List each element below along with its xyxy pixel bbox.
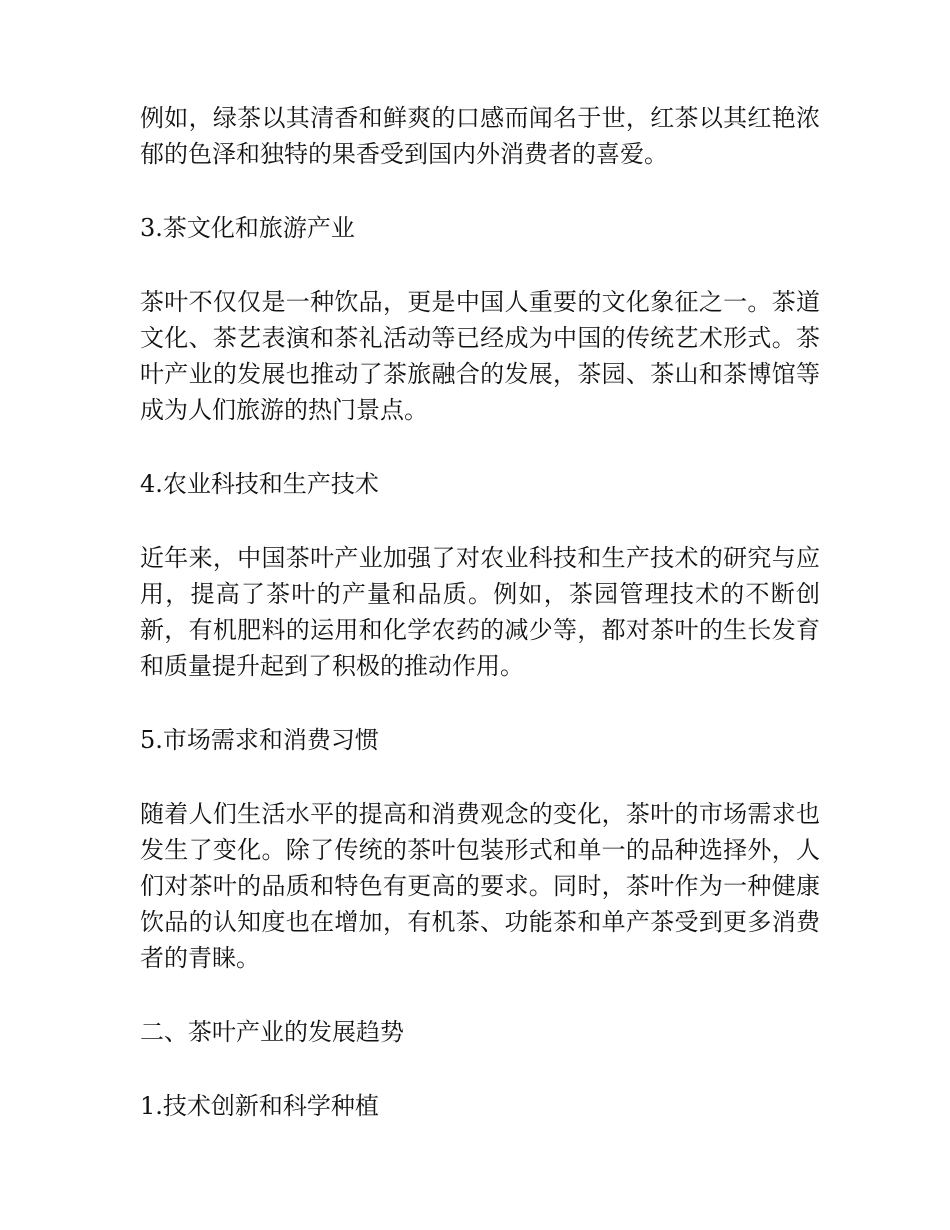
chapter-heading-development-trends: 二、茶叶产业的发展趋势 <box>140 1018 404 1046</box>
paragraph-agri-tech: 近年来，中国茶叶产业加强了对农业科技和生产技术的研究与应用，提高了茶叶的产量和品质。例如，茶园管理技术的不断创新，有机肥料的运用和化学农药的减少等，都对茶叶的生长发育和质量提升起到了积极的推动作用。 <box>140 544 820 680</box>
paragraph-tea-culture: 茶叶不仅仅是一种饮品，更是中国人重要的文化象征之一。茶道文化、茶艺表演和茶礼活动等已经成为中国的传统艺术形式。茶叶产业的发展也推动了茶旅融合的发展，茶园、茶山和茶博馆等成为人们旅游的热门景点。 <box>140 288 820 424</box>
document-body <box>140 100 820 1162</box>
section-heading-tech-innovation: 1.技术创新和科学种植 <box>140 1092 379 1120</box>
paragraph-green-red-tea: 例如，绿茶以其清香和鲜爽的口感而闻名于世，红茶以其红艳浓郁的色泽和独特的果香受到国内外消费者的喜爱。 <box>140 104 820 168</box>
section-heading-agri-tech: 4.农业科技和生产技术 <box>140 470 379 498</box>
paragraph-market-demand: 随着人们生活水平的提高和消费观念的变化，茶叶的市场需求也发生了变化。除了传统的茶叶包装形式和单一的品种选择外，人们对茶叶的品质和特色有更高的要求。同时，茶叶作为一种健康饮品的认知度也在增加，有机茶、功能茶和单产茶受到更多消费者的青睐。 <box>140 800 820 972</box>
section-heading-tea-culture-tourism: 3.茶文化和旅游产业 <box>140 214 355 242</box>
section-heading-market-demand: 5.市场需求和消费习惯 <box>140 726 379 754</box>
